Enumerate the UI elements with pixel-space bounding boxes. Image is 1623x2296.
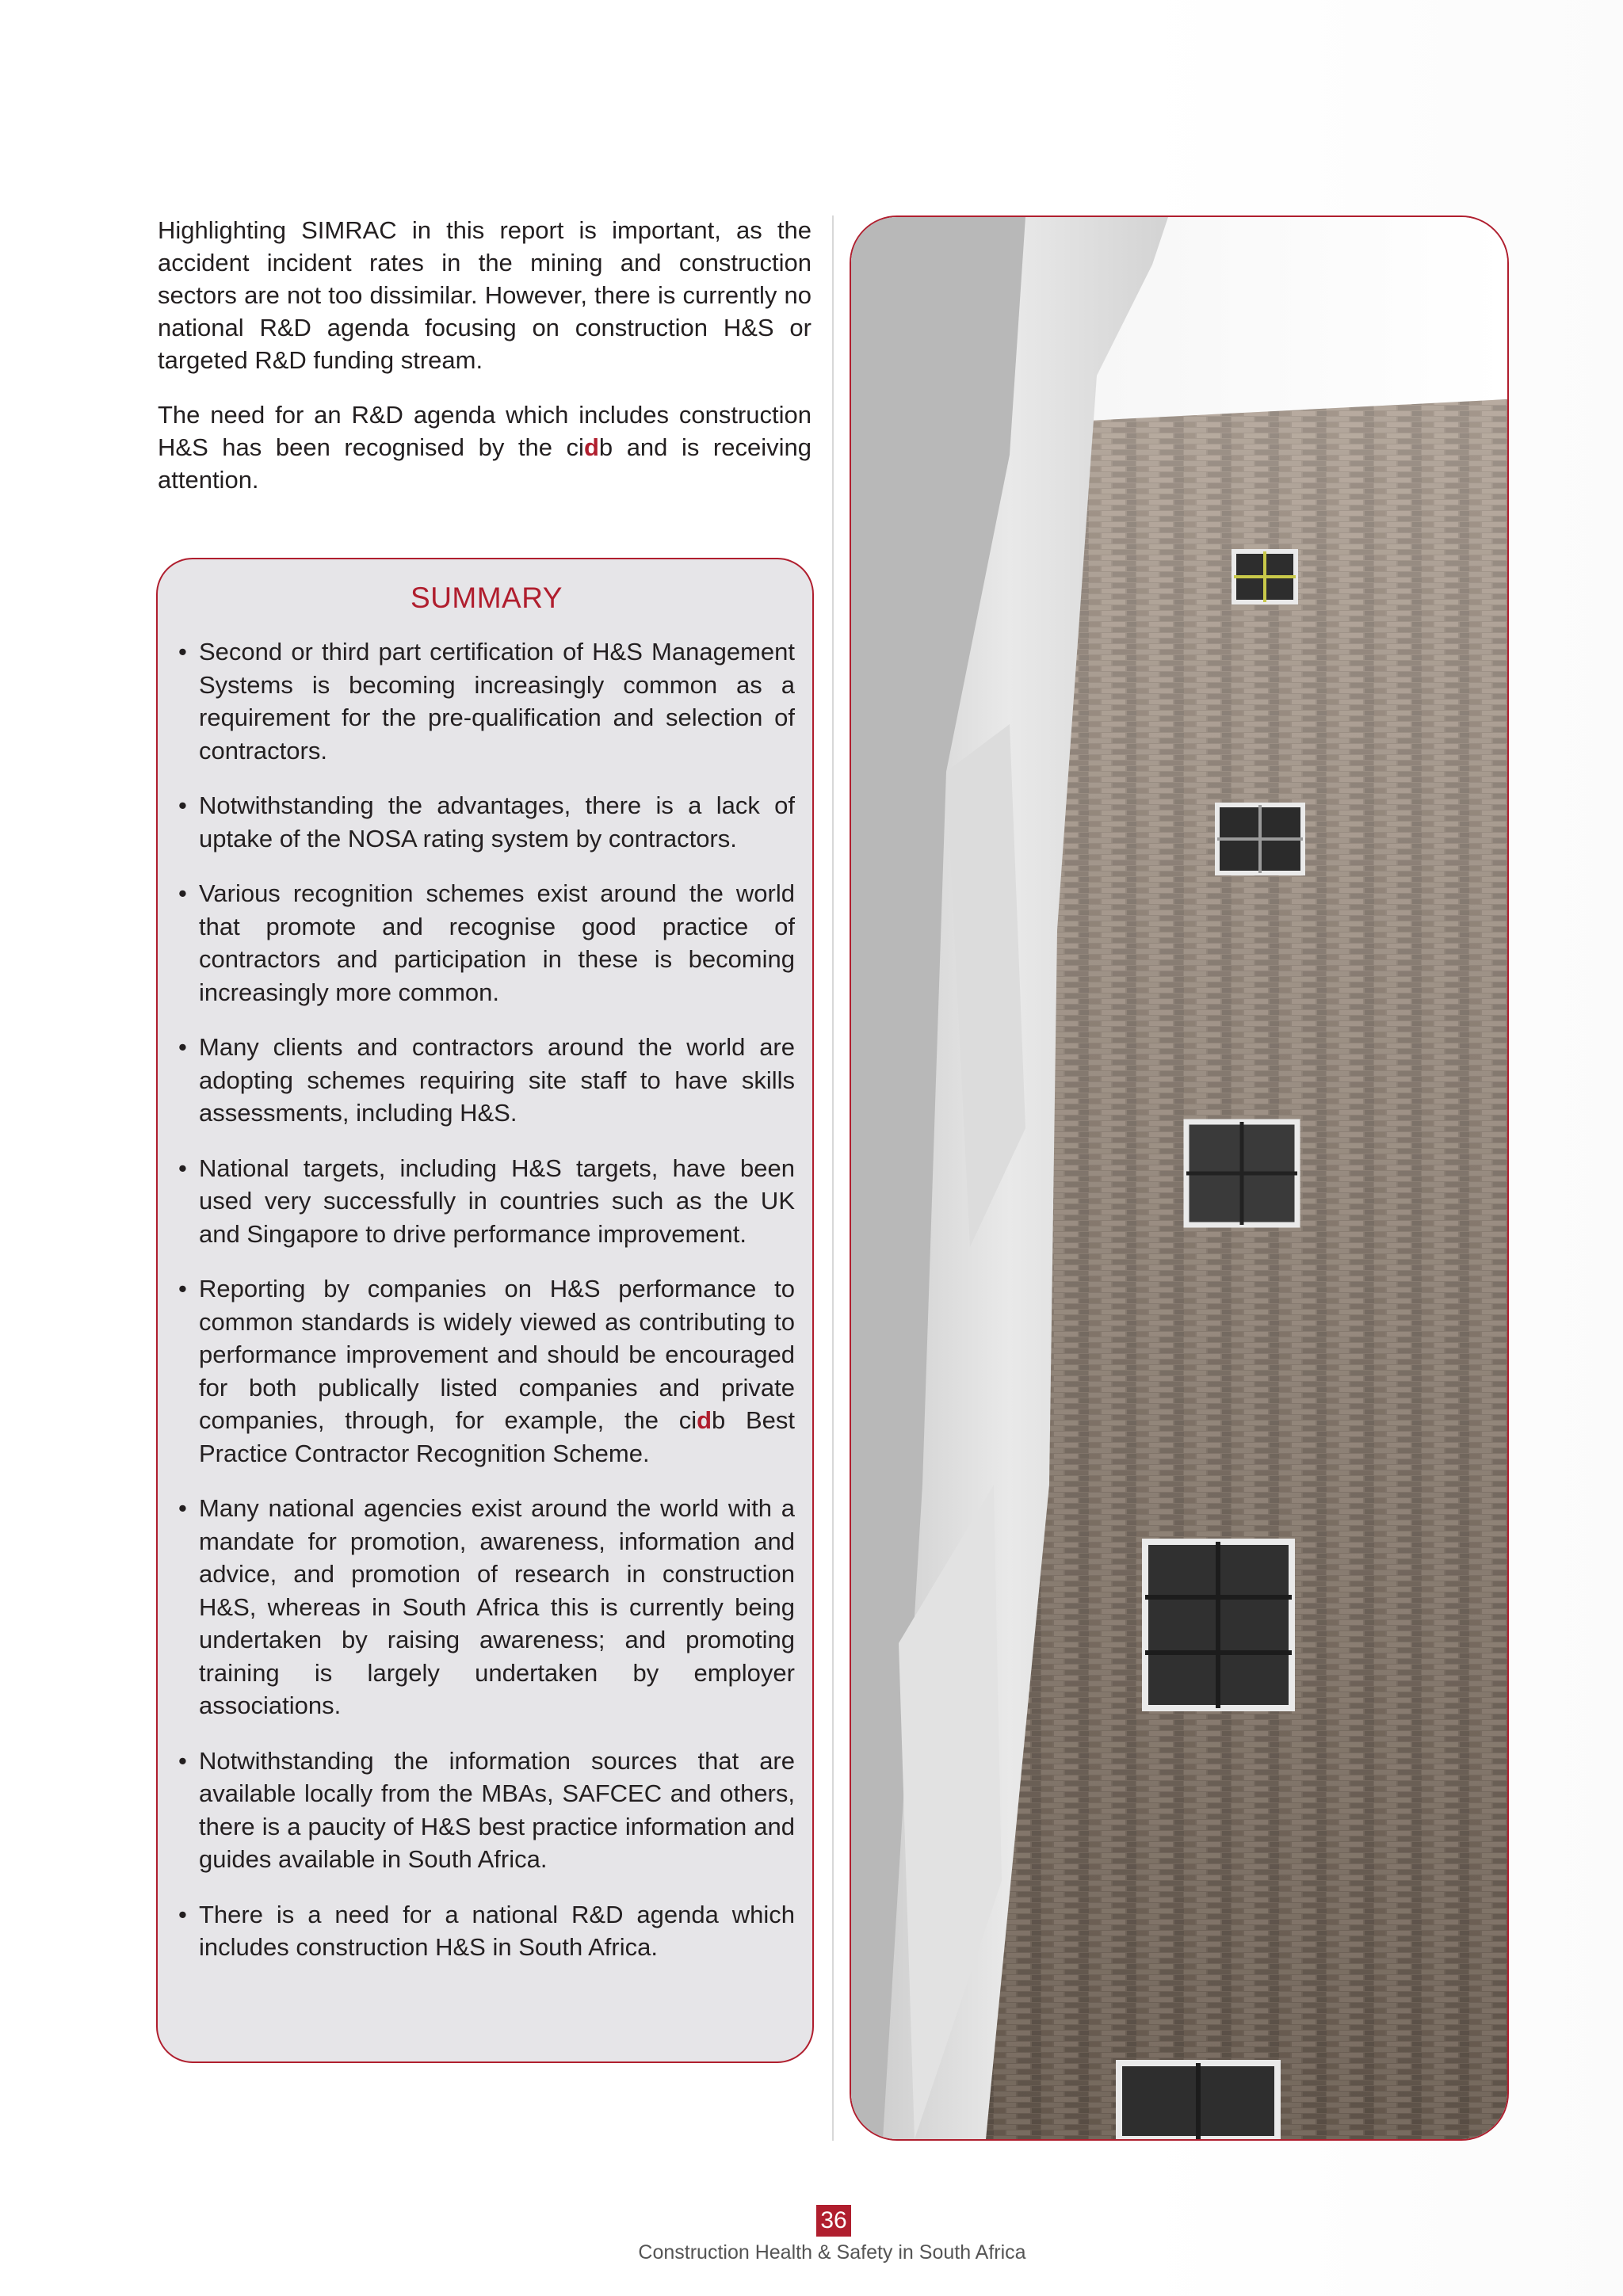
summary-list — [178, 635, 795, 1964]
bullet-icon: • — [178, 1033, 187, 1061]
bullet-icon: • — [178, 1275, 187, 1302]
summary-item-text: There is a need for a national R&D agenda which includes construction H&S in South Africa. — [199, 1900, 795, 1961]
intro-paragraph-1: Highlighting SIMRAC in this report is important, as the accident incident rates in the mining and construction sectors are not too dissimilar. However, there is currently no national R&D agenda focusing on construction H&S or targeted R&D funding stream. — [158, 216, 812, 374]
building-photo — [850, 215, 1509, 2141]
intro-text — [158, 214, 812, 518]
bullet-icon: • — [178, 879, 187, 907]
intro-paragraph-2-start: The need for an R&D agenda which includes construction H&S has been recognised by the ci — [158, 401, 812, 461]
summary-item-text: Many clients and contractors around the world are adopting schemes requiring site staff to have skills assessments, including H&S. — [199, 1033, 795, 1127]
summary-item — [178, 1152, 795, 1251]
summary-item-text: Various recognition schemes exist around the world that promote and recognise good practice of contractors and participation in these is becoming increasingly more common. — [199, 879, 795, 1006]
summary-item-text: Notwithstanding the information sources that are available locally from the MBAs, SAFCEC and others, there is a paucity of H&S best practice information and guides available in South Africa. — [199, 1746, 795, 1873]
summary-item-text: Many national agencies exist around the world with a mandate for promotion, awareness, information and advice, and promotion of research in construction H&S, whereas in South Africa this is currently being undertaken by raising awareness; and promoting training is largely undertaken by employer associations. — [199, 1494, 795, 1719]
summary-title: SUMMARY — [411, 582, 563, 614]
summary-item — [178, 789, 795, 855]
bullet-icon: • — [178, 638, 187, 666]
bullet-icon: • — [178, 1900, 187, 1928]
bullet-icon: • — [178, 1746, 187, 1775]
intro-paragraph-2-end: b and is receiving attention. — [158, 433, 812, 494]
summary-item-text: Notwithstanding the advantages, there is a lack of uptake of the NOSA rating system by contractors. — [199, 791, 795, 852]
summary-item — [178, 635, 795, 767]
summary-item — [178, 1745, 795, 1876]
bullet-icon: • — [178, 1494, 187, 1522]
summary-item-text: Second or third part certification of H&S Management Systems is becoming increasingly common as a requirement for the pre-qualification and selection of contractors. — [199, 638, 795, 765]
summary-item — [178, 1492, 795, 1722]
footer-title: Construction Health & Safety in South Africa — [638, 2241, 1026, 2264]
summary-item-text-end: b Best Practice Contractor Recognition Scheme. — [199, 1406, 795, 1467]
summary-item — [178, 877, 795, 1009]
page-number: 36 — [816, 2205, 851, 2237]
summary-item-text: Reporting by companies on H&S performance to common standards is widely viewed as contributing to performance improvement and should be encouraged for both publically listed companies and private companies, through, for example, the ci — [199, 1275, 795, 1434]
intro-paragraph-2 — [158, 399, 812, 496]
summary-item — [178, 1272, 795, 1470]
building-photo-illustration — [851, 217, 1507, 2139]
summary-item-text: National targets, including H&S targets, have been used very successfully in countries such as the UK and Singapore to drive performance improvement. — [199, 1154, 795, 1248]
cidb-highlight: d — [697, 1406, 712, 1434]
summary-item — [178, 1031, 795, 1130]
column-divider — [832, 215, 834, 2141]
summary-box — [156, 558, 814, 2063]
bullet-icon: • — [178, 1154, 187, 1182]
bullet-icon: • — [178, 791, 187, 819]
summary-item — [178, 1898, 795, 1964]
cidb-highlight: d — [583, 433, 599, 461]
